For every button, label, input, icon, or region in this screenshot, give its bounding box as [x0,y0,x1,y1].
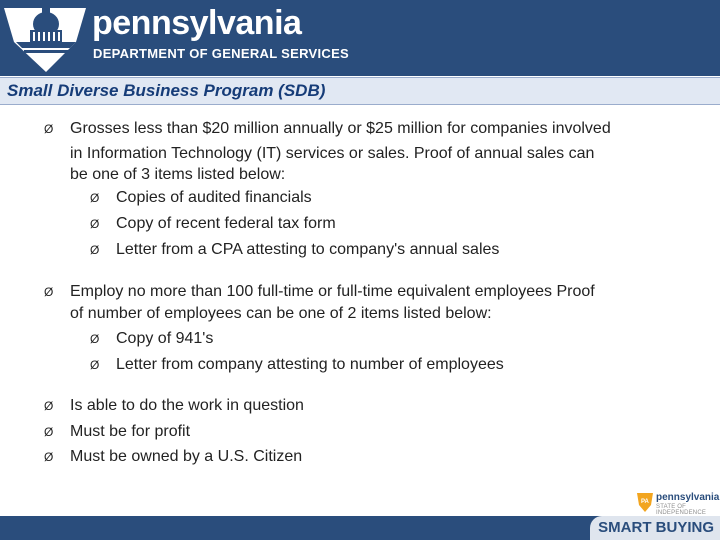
bullet-arrow-icon: Ø [90,358,100,372]
list-item-continuation: be one of 3 items listed below: [70,166,286,183]
bullet-arrow-icon: Ø [44,425,54,439]
capitol-keystone-logo-icon [0,2,92,74]
sub-list-item: Ø Copy of recent federal tax form [90,211,336,237]
list-item-continuation: of number of employees can be one of 2 items listed below: [70,305,492,322]
list-item: Ø Employ no more than 100 full-time or full-time equivalent employees Proof [44,279,595,305]
bullet-arrow-icon: Ø [44,285,54,299]
bullet-arrow-icon: Ø [44,450,54,464]
list-item: Ø Must be for profit [44,419,190,445]
bullet-arrow-icon: Ø [44,122,54,136]
bullet-arrow-icon: Ø [90,243,100,257]
list-item-continuation: in Information Technology (IT) services or sales. Proof of annual sales can [70,145,595,162]
slide-title-bar [0,77,720,105]
sub-list-item: Ø Letter from a CPA attesting to company's annual sales [90,237,499,263]
department-name: DEPARTMENT OF GENERAL SERVICES [93,46,350,61]
page-title: Small Diverse Business Program (SDB) [7,81,326,100]
sub-list-item: Ø Letter from company attesting to number of employees [90,352,504,378]
bullet-arrow-icon: Ø [90,191,100,205]
sub-list-item: Ø Copies of audited financials [90,185,312,211]
list-item: Ø Is able to do the work in question [44,393,304,419]
footer-logo-subtitle: STATE OF INDEPENDENCE [656,504,707,516]
list-item: Ø Grosses less than $20 million annually or $25 million for companies involved [44,116,611,142]
bullet-arrow-icon: Ø [90,217,100,231]
sub-list-item: Ø Copy of 941's [90,326,213,352]
header-band [0,0,720,76]
footer-tag-text: SMART BUYING [598,519,714,536]
footer-logo-name: pennsylvania [656,492,720,503]
footer-tag [590,516,720,540]
svg-text:PA: PA [641,499,649,505]
list-item: Ø Must be owned by a U.S. Citizen [44,444,302,470]
bullet-arrow-icon: Ø [44,399,54,413]
brand-name: pennsylvania [92,4,302,42]
bullet-arrow-icon: Ø [90,332,100,346]
